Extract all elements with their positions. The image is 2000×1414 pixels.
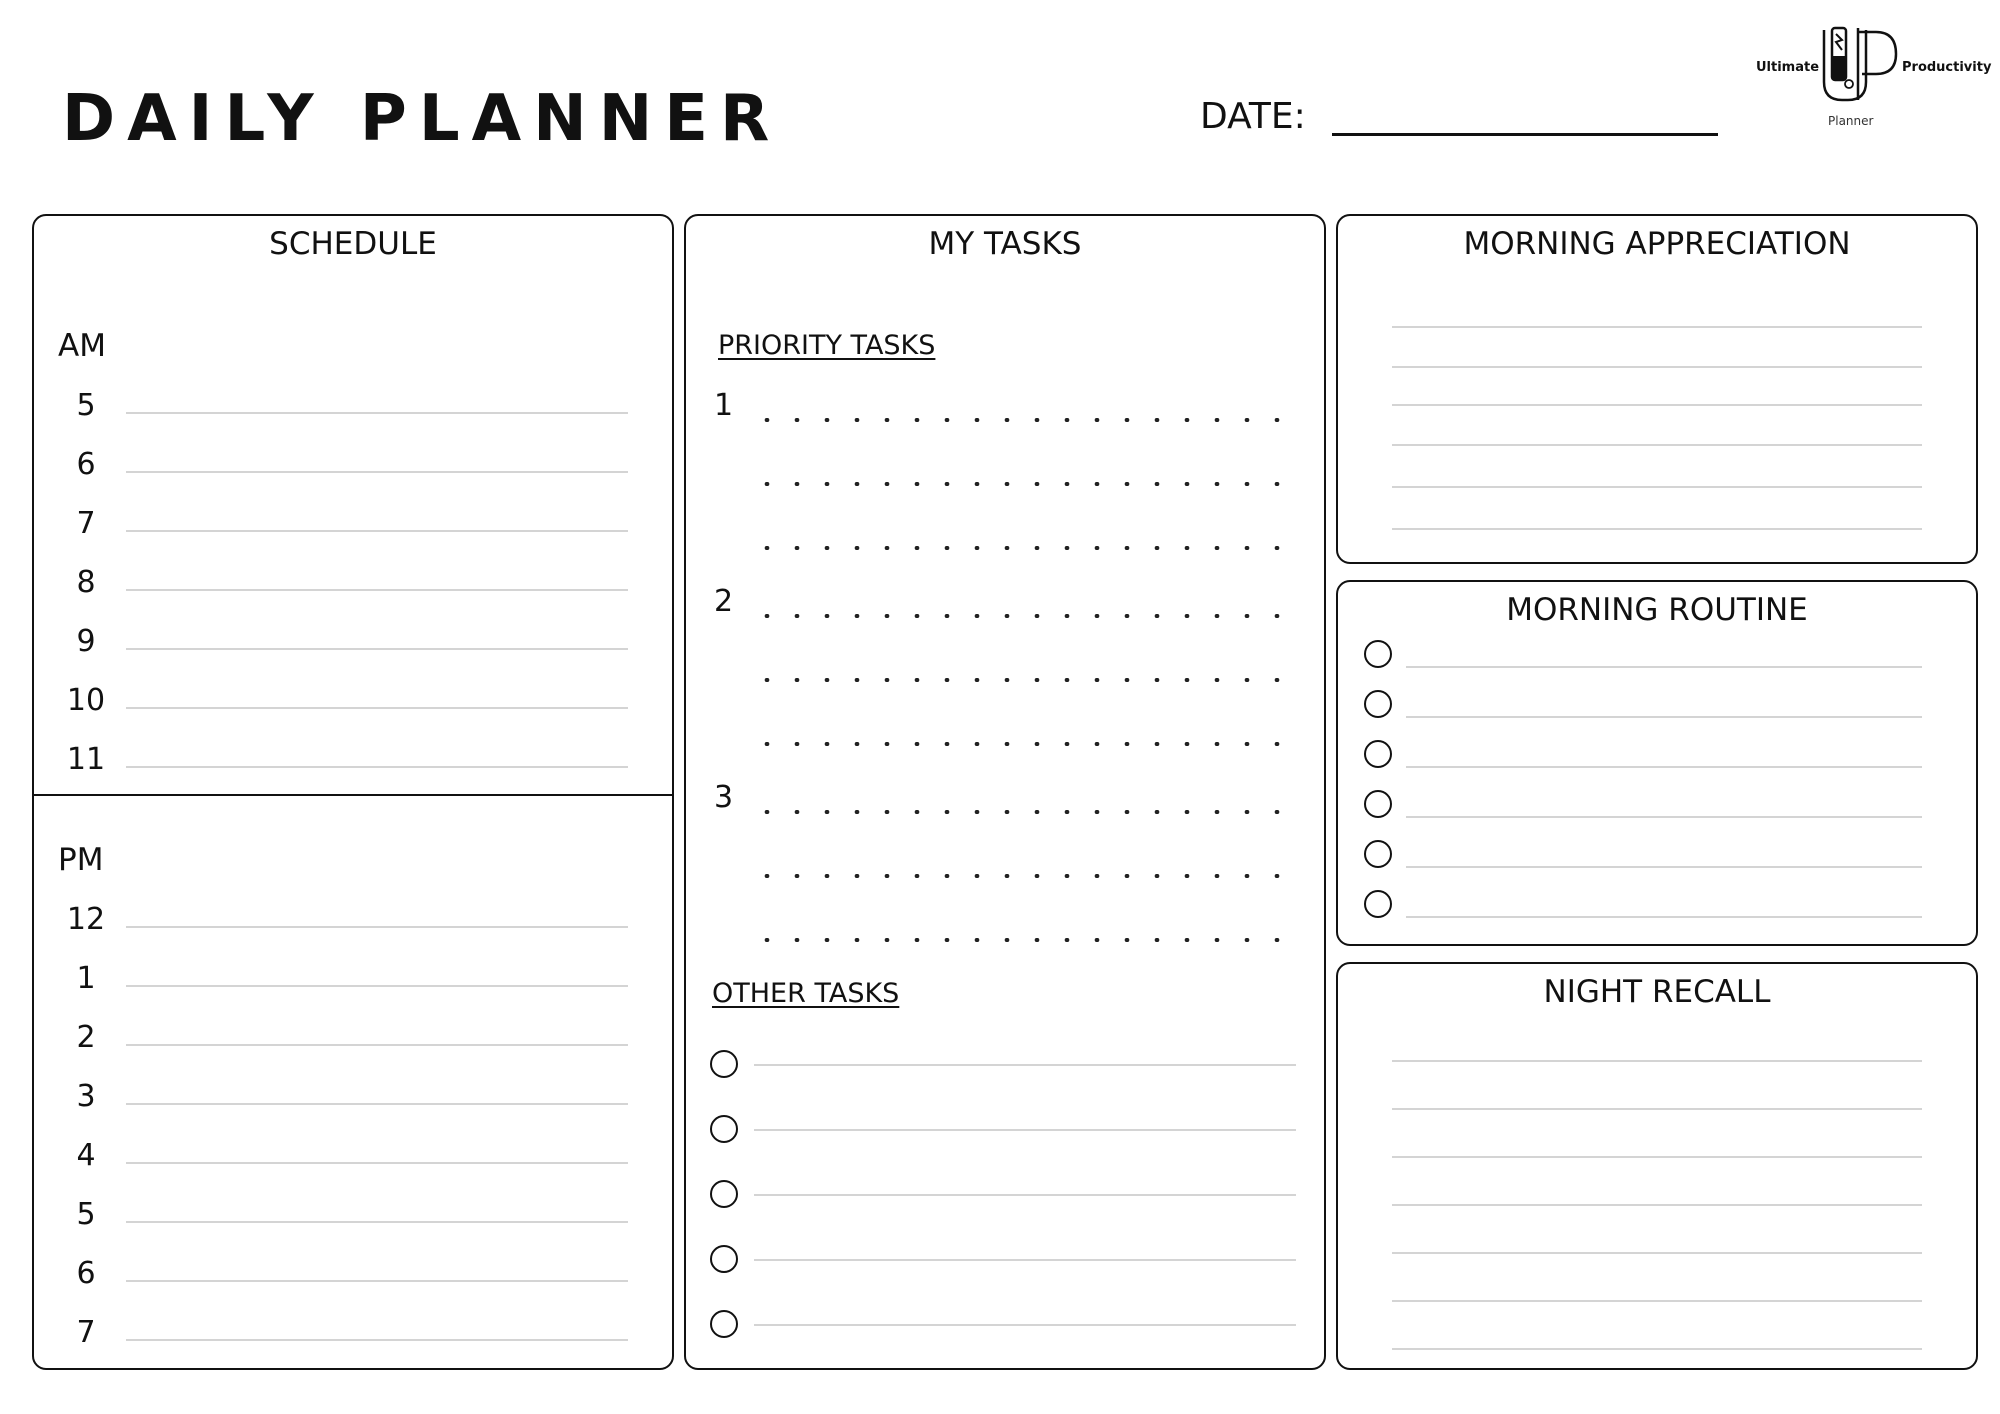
schedule-title: SCHEDULE [269, 226, 437, 262]
appreciation-line[interactable] [1392, 444, 1922, 446]
hour-label: 6 [76, 1256, 96, 1291]
appreciation-line[interactable] [1392, 404, 1922, 406]
task-checkbox[interactable] [710, 1180, 738, 1208]
morning-routine-panel [1336, 580, 1978, 946]
morning-routine-title: MORNING ROUTINE [1506, 592, 1808, 628]
hour-entry-line[interactable] [126, 766, 628, 768]
task-checkbox[interactable] [710, 1115, 738, 1143]
routine-line[interactable] [1406, 866, 1922, 868]
recall-line[interactable] [1392, 1300, 1922, 1302]
recall-line[interactable] [1392, 1348, 1922, 1350]
routine-line[interactable] [1406, 816, 1922, 818]
hour-label: 7 [76, 506, 96, 541]
hour-label: 8 [76, 565, 96, 600]
recall-line[interactable] [1392, 1108, 1922, 1110]
night-recall-title: NIGHT RECALL [1543, 974, 1771, 1010]
appreciation-line[interactable] [1392, 326, 1922, 328]
hour-entry-line[interactable] [126, 1221, 628, 1223]
page-title: DAILY PLANNER [62, 82, 782, 156]
hour-label: 6 [76, 447, 96, 482]
recall-line[interactable] [1392, 1204, 1922, 1206]
other-task-line[interactable] [754, 1129, 1296, 1131]
am-pm-divider [34, 794, 672, 796]
morning-appreciation-title: MORNING APPRECIATION [1463, 226, 1851, 262]
tasks-panel [684, 214, 1326, 1370]
schedule-panel [32, 214, 674, 1370]
routine-checkbox[interactable] [1364, 890, 1392, 918]
hour-label: 5 [76, 1197, 96, 1232]
hour-label: 2 [76, 1020, 96, 1055]
other-task-line[interactable] [754, 1259, 1296, 1261]
hour-label: 4 [76, 1138, 96, 1173]
priority-task-line[interactable] [752, 546, 1292, 550]
am-label: AM [58, 328, 106, 364]
logo-mark-icon [1818, 26, 1908, 112]
task-checkbox[interactable] [710, 1245, 738, 1273]
logo-right-text: Productivity [1902, 60, 1992, 75]
hour-entry-line[interactable] [126, 589, 628, 591]
routine-line[interactable] [1406, 716, 1922, 718]
priority-task-line[interactable] [752, 482, 1292, 486]
pm-label: PM [58, 842, 104, 878]
hour-entry-line[interactable] [126, 530, 628, 532]
priority-tasks-heading: PRIORITY TASKS [718, 330, 936, 361]
hour-label: 9 [76, 624, 96, 659]
routine-checkbox[interactable] [1364, 690, 1392, 718]
hour-entry-line[interactable] [126, 1280, 628, 1282]
task-checkbox[interactable] [710, 1050, 738, 1078]
hour-entry-line[interactable] [126, 471, 628, 473]
appreciation-line[interactable] [1392, 486, 1922, 488]
morning-appreciation-panel [1336, 214, 1978, 564]
appreciation-line[interactable] [1392, 366, 1922, 368]
priority-task-line[interactable] [752, 742, 1292, 746]
routine-line[interactable] [1406, 916, 1922, 918]
routine-line[interactable] [1406, 766, 1922, 768]
other-task-line[interactable] [754, 1194, 1296, 1196]
priority-number: 1 [714, 388, 734, 423]
hour-entry-line[interactable] [126, 648, 628, 650]
priority-task-line[interactable] [752, 614, 1292, 618]
night-recall-panel [1336, 962, 1978, 1370]
hour-label: 3 [76, 1079, 96, 1114]
routine-checkbox[interactable] [1364, 740, 1392, 768]
routine-checkbox[interactable] [1364, 840, 1392, 868]
hour-entry-line[interactable] [126, 707, 628, 709]
hour-entry-line[interactable] [126, 412, 628, 414]
hour-entry-line[interactable] [126, 1103, 628, 1105]
other-tasks-heading: OTHER TASKS [712, 978, 900, 1009]
tasks-title: MY TASKS [928, 226, 1082, 262]
logo-sub-text: Planner [1828, 114, 1874, 128]
priority-task-line[interactable] [752, 810, 1292, 814]
hour-entry-line[interactable] [126, 1162, 628, 1164]
hour-label: 5 [76, 388, 96, 423]
date-label: DATE: [1200, 96, 1306, 137]
hour-entry-line[interactable] [126, 926, 628, 928]
recall-line[interactable] [1392, 1156, 1922, 1158]
priority-number: 3 [714, 780, 734, 815]
priority-task-line[interactable] [752, 938, 1292, 942]
other-task-line[interactable] [754, 1064, 1296, 1066]
date-field[interactable] [1332, 133, 1718, 136]
recall-line[interactable] [1392, 1060, 1922, 1062]
hour-entry-line[interactable] [126, 985, 628, 987]
task-checkbox[interactable] [710, 1310, 738, 1338]
priority-task-line[interactable] [752, 874, 1292, 878]
appreciation-line[interactable] [1392, 528, 1922, 530]
hour-label: 1 [76, 961, 96, 996]
recall-line[interactable] [1392, 1252, 1922, 1254]
brand-logo [1752, 26, 1992, 136]
priority-task-line[interactable] [752, 678, 1292, 682]
routine-line[interactable] [1406, 666, 1922, 668]
priority-number: 2 [714, 584, 734, 619]
hour-label: 11 [66, 742, 106, 777]
hour-entry-line[interactable] [126, 1339, 628, 1341]
priority-task-line[interactable] [752, 418, 1292, 422]
hour-label: 12 [66, 902, 106, 937]
hour-label: 10 [66, 683, 106, 718]
routine-checkbox[interactable] [1364, 790, 1392, 818]
routine-checkbox[interactable] [1364, 640, 1392, 668]
logo-left-text: Ultimate [1756, 60, 1820, 75]
other-task-line[interactable] [754, 1324, 1296, 1326]
hour-entry-line[interactable] [126, 1044, 628, 1046]
hour-label: 7 [76, 1315, 96, 1350]
